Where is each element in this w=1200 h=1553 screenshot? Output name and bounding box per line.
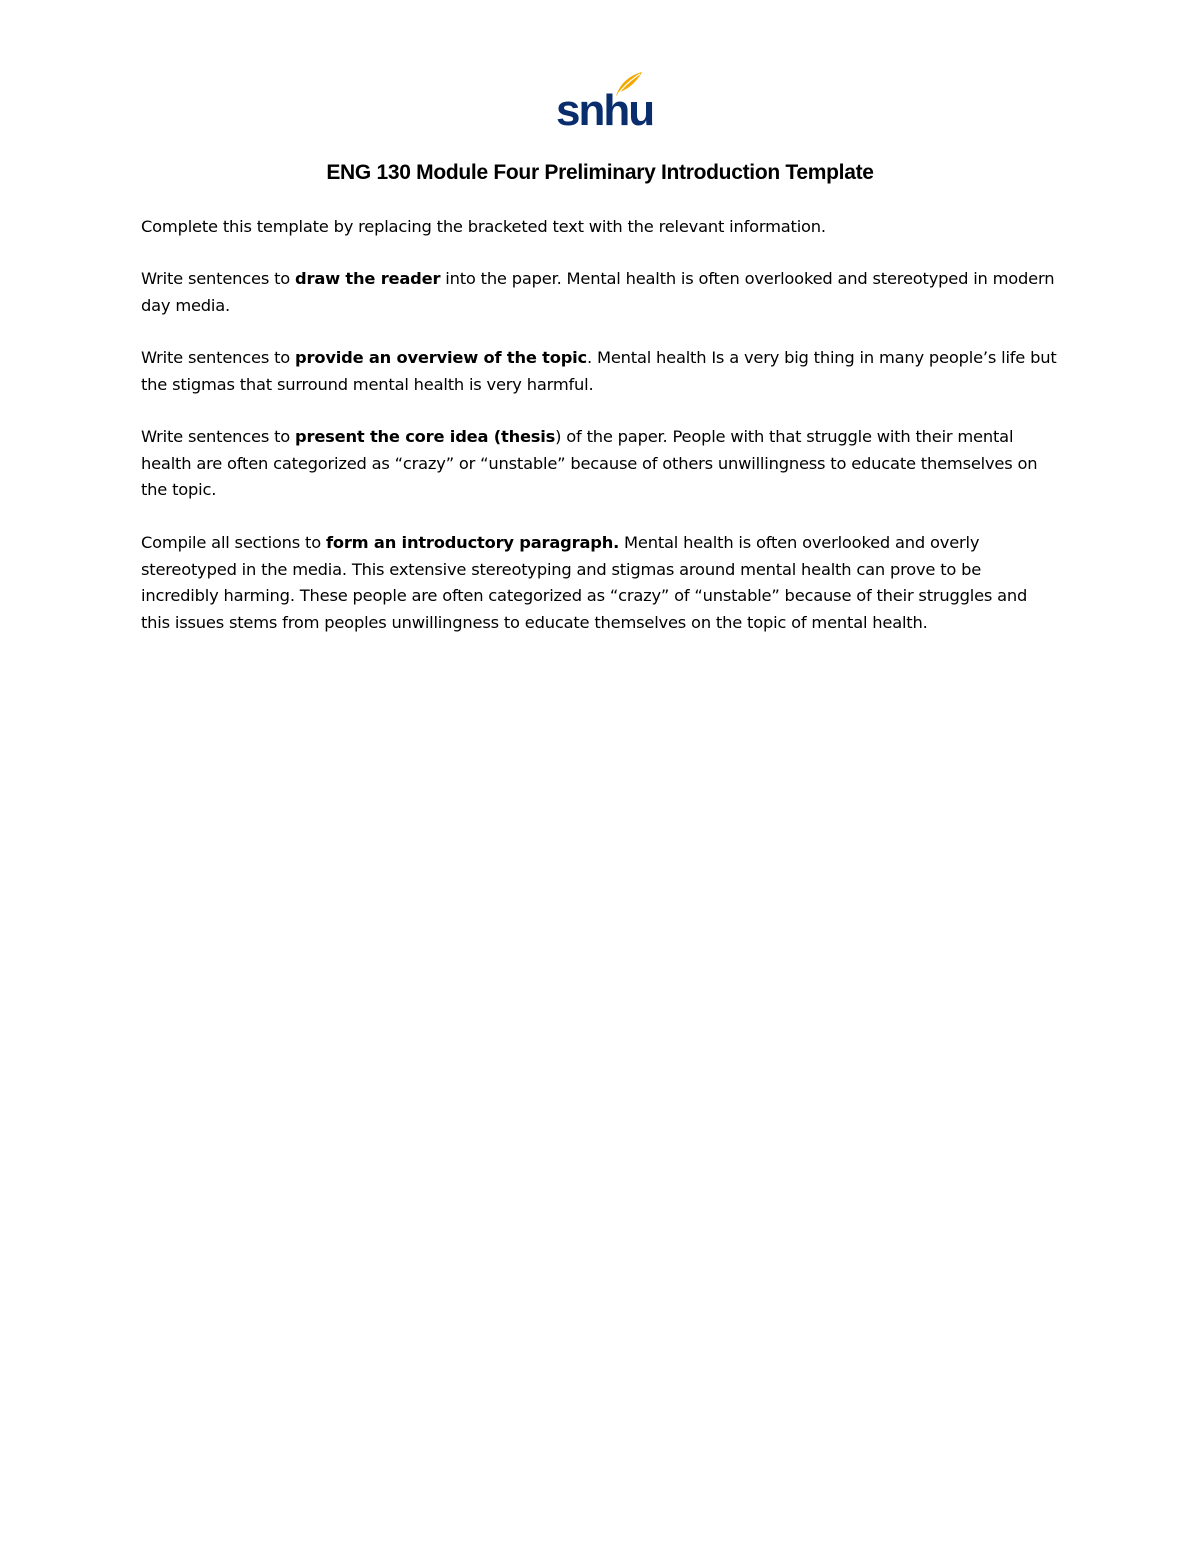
section-emphasis: form an introductory paragraph. xyxy=(325,533,620,552)
document-title: ENG 130 Module Four Preliminary Introduction Template xyxy=(326,161,874,184)
snhu-logo xyxy=(550,70,654,136)
instruction-paragraph: Complete this template by replacing the bracketed text with the relevant information. xyxy=(141,217,826,236)
section-draw-reader xyxy=(141,266,1061,319)
section-emphasis: present the core idea (thesis xyxy=(295,427,556,446)
section-lead: Compile all sections to xyxy=(141,533,326,552)
section-lead: Write sentences to xyxy=(141,269,296,288)
section-emphasis: provide an overview of the topic xyxy=(295,348,588,367)
section-lead: Write sentences to xyxy=(141,348,296,367)
section-lead: Write sentences to xyxy=(141,427,296,446)
section-response: Mental health is often overlooked and stereotyped in modern day media. xyxy=(141,269,1055,315)
section-core-idea xyxy=(141,424,1061,504)
section-prompt-end: . xyxy=(587,348,592,367)
section-introductory-paragraph xyxy=(141,530,1061,636)
section-response: Mental health Is a very big thing in many people’s life but the stigmas that surround mental health is very harmful. xyxy=(141,348,1057,394)
section-prompt-end: into the paper. xyxy=(440,269,562,288)
section-overview xyxy=(141,345,1061,398)
section-response: People with that struggle with their mental health are often categorized as “crazy” or “unstable” because of others unwillingness to educate themselves on the topic. xyxy=(141,427,1038,499)
section-emphasis: draw the reader xyxy=(295,269,441,288)
section-response: Mental health is often overlooked and overly stereotyped in the media. This extensive stereotyping and stigmas around mental health can prove to be incredibly harming. These people are often categorized as “crazy” of “unstable” because of their struggles and this issues stems from peoples unwillingness to educate themselves on the topic of mental health. xyxy=(141,533,1028,632)
section-prompt-end: ) of the paper. xyxy=(555,427,668,446)
logo-text: snhu xyxy=(556,86,654,135)
